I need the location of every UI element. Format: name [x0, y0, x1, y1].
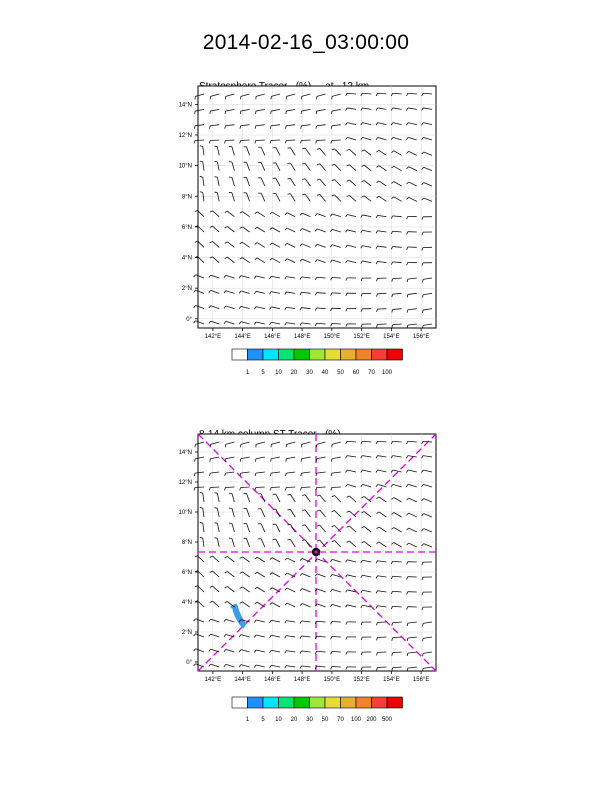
colorbar-label: 10 — [275, 370, 282, 376]
lat-tick-label: 14°N — [178, 450, 192, 456]
colorbar-2 — [232, 697, 403, 723]
lon-tick-label: 146°E — [264, 677, 281, 683]
wind-barb-flag — [194, 275, 196, 277]
colorbar-swatch — [387, 349, 403, 360]
lon-tick-label: 144°E — [234, 334, 251, 340]
colorbar-label: 5 — [261, 370, 265, 376]
wind-barb-flag — [255, 459, 256, 462]
lon-tick-label: 152°E — [353, 677, 370, 683]
colorbar-label: 20 — [290, 717, 298, 723]
colorbar-label: 50 — [321, 717, 329, 723]
wind-barb-flag — [194, 126, 195, 129]
colorbar-swatch — [356, 697, 372, 708]
wind-barb-flag — [195, 459, 196, 462]
colorbar-label: 70 — [368, 370, 375, 376]
colorbar-swatch — [232, 697, 248, 708]
colorbar-label: 500 — [381, 717, 393, 723]
wind-barb-flag — [225, 459, 226, 462]
main-title: 2014-02-16_03:00:00 — [202, 31, 410, 54]
lon-tick-label: 156°E — [412, 677, 430, 683]
wind-barb-flag — [194, 664, 196, 666]
lon-tick-label: 152°E — [353, 334, 370, 340]
colorbar-label: 100 — [381, 370, 393, 376]
colorbar-swatch — [325, 697, 341, 708]
lon-tick-label: 150°E — [323, 334, 341, 340]
wind-barb-flag — [286, 111, 287, 114]
colorbar-label: 200 — [366, 717, 377, 723]
wind-barb-flag — [194, 649, 196, 651]
lat-tick-label: 10°N — [178, 163, 192, 170]
lat-tick-label: 12°N — [178, 133, 192, 140]
colorbar-swatch — [372, 349, 388, 360]
colorbar-swatch — [248, 349, 264, 360]
lon-tick-label: 154°E — [383, 677, 400, 683]
wind-barb-flag — [194, 305, 196, 307]
lat-tick-label: 2°N — [181, 286, 192, 293]
wind-barb-flag — [194, 634, 196, 636]
colorbar-label: 30 — [306, 370, 313, 376]
colorbar-swatch — [310, 349, 326, 360]
lon-tick-label: 148°E — [293, 334, 311, 340]
colorbar-label: 40 — [321, 370, 329, 376]
wind-barb-flag — [194, 473, 195, 476]
colorbar-label: 5 — [261, 717, 265, 723]
colorbar-swatch — [279, 349, 295, 360]
wind-barb-flag — [316, 459, 317, 462]
colorbar-swatch — [294, 349, 310, 360]
colorbar-label: 60 — [352, 370, 360, 376]
lon-tick-label: 148°E — [293, 677, 311, 683]
lon-tick-label: 154°E — [383, 334, 400, 340]
colorbar-swatch — [325, 349, 341, 360]
lat-tick-label: 8°N — [181, 194, 192, 201]
lon-tick-label: 142°E — [204, 677, 222, 683]
lat-tick-label: 2°N — [181, 630, 192, 636]
wind-barb-flag — [271, 459, 272, 462]
wind-barb-flag — [195, 111, 196, 114]
lat-tick-label: 6°N — [181, 570, 192, 576]
colorbar-swatch — [356, 349, 372, 360]
wind-barb-flag — [194, 290, 196, 292]
wind-barb-flag — [194, 140, 195, 143]
colorbar-swatch — [232, 349, 248, 360]
colorbar-swatch — [387, 697, 403, 708]
wind-barb-flag — [255, 111, 256, 114]
lat-tick-label: 0° — [186, 660, 192, 666]
lat-tick-label: 4°N — [181, 600, 192, 606]
colorbar-swatch — [372, 697, 388, 708]
lat-tick-label: 8°N — [181, 540, 192, 546]
lat-tick-label: 10°N — [178, 510, 192, 516]
colorbar-label: 70 — [337, 717, 344, 723]
wind-barb-flag — [195, 586, 198, 587]
map-panel-2 — [179, 434, 436, 683]
colorbar-swatch — [263, 349, 279, 360]
wind-barb-flag — [195, 241, 198, 242]
wind-barb-flag — [195, 210, 198, 211]
lon-tick-label: 150°E — [323, 677, 341, 683]
wind-barb-flag — [225, 111, 226, 114]
wind-barb-flag — [331, 111, 332, 114]
colorbar-swatch — [248, 697, 264, 708]
map-panel-1 — [179, 86, 436, 340]
colorbar-swatch — [341, 697, 357, 708]
wind-barb-flag — [194, 619, 196, 621]
wind-barb-flag — [195, 556, 198, 557]
lat-tick-label: 0° — [186, 316, 192, 323]
lon-tick-label: 146°E — [264, 334, 281, 340]
colorbar-label: 10 — [275, 717, 282, 723]
lon-tick-label: 144°E — [234, 677, 251, 683]
map-frame — [198, 86, 436, 328]
colorbar-swatch — [263, 697, 279, 708]
wind-barb-flag — [316, 111, 317, 114]
wind-barb-flag — [301, 459, 302, 462]
colorbar-swatch — [294, 697, 310, 708]
colorbar-label: 1 — [245, 717, 250, 723]
wind-barb-flag — [194, 487, 195, 490]
wind-barb-flag — [240, 459, 241, 462]
lon-tick-label: 142°E — [204, 334, 222, 340]
lat-tick-label: 4°N — [181, 255, 192, 262]
center-marker-dot — [314, 550, 317, 553]
colorbar-1 — [232, 349, 403, 376]
colorbar-swatch — [279, 697, 295, 708]
colorbar-label: 30 — [306, 717, 313, 723]
wind-barb-flag — [210, 111, 211, 114]
lat-tick-label: 6°N — [181, 224, 192, 231]
colorbar-label: 100 — [350, 717, 362, 723]
colorbar-swatch — [310, 697, 326, 708]
wind-barb-flag — [210, 459, 211, 462]
wind-barb-flag — [301, 111, 302, 114]
colorbar-label: 1 — [245, 370, 250, 376]
colorbar-swatch — [341, 349, 357, 360]
wind-barb-flag — [331, 459, 332, 462]
wind-barb-flag — [240, 111, 241, 114]
lat-tick-label: 12°N — [178, 480, 192, 486]
wind-barb-flag — [286, 459, 287, 462]
lon-tick-label: 156°E — [412, 334, 430, 340]
lat-tick-label: 14°N — [178, 102, 192, 109]
wind-barb-flag — [271, 111, 272, 114]
wind-barb-flag — [194, 321, 196, 323]
colorbar-label: 50 — [337, 370, 344, 376]
colorbar-label: 20 — [290, 370, 298, 376]
